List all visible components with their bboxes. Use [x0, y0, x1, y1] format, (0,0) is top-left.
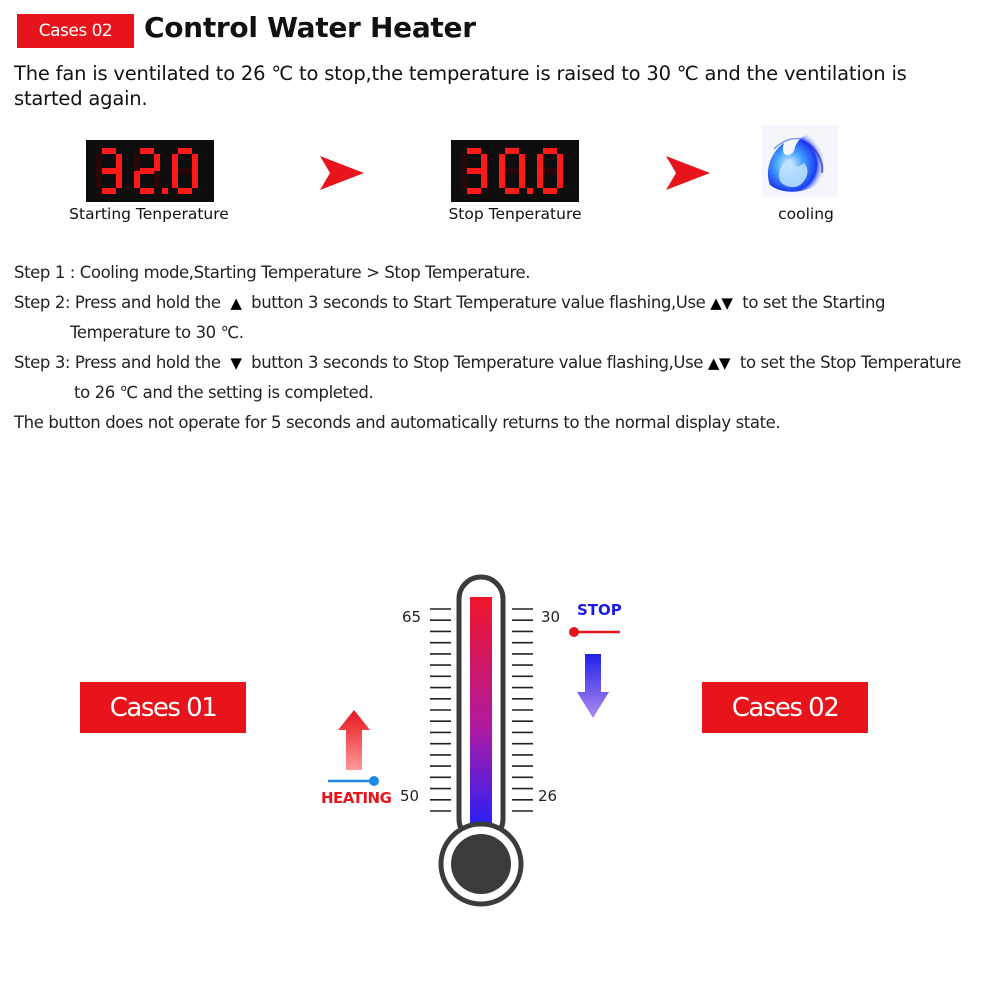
lcd-segment	[505, 148, 519, 154]
right-scale-ticks	[512, 609, 533, 811]
step-2-continuation: Temperature to 30 ℃.	[70, 323, 244, 342]
lcd-segment	[140, 148, 154, 154]
lcd-decimal-point	[527, 188, 533, 194]
lcd-segment	[537, 171, 543, 188]
lcd-segment	[192, 171, 198, 188]
thermometer-diagram	[300, 560, 700, 920]
lcd-segment	[543, 148, 557, 154]
arrow-right-icon	[320, 156, 364, 190]
step-3-part-a: Step 3: Press and hold the	[14, 353, 221, 372]
lcd-segment	[140, 188, 154, 194]
lcd-segment	[537, 154, 543, 171]
cooling-flame-icon	[762, 125, 838, 197]
lcd-segment	[519, 154, 525, 171]
lcd-segment	[134, 154, 140, 171]
down-triangle-icon: ▼	[230, 354, 242, 372]
lcd-segment	[140, 168, 154, 174]
step-3-text	[14, 353, 961, 373]
lcd-segment	[499, 154, 505, 171]
starting-temperature-label: Starting Tenperature	[69, 205, 229, 223]
stop-dot	[569, 627, 579, 637]
page-subtitle: The fan is ventilated to 26 ℃ to stop,the temperature is raised to 30 ℃ and the ventilation is started again.	[14, 62, 907, 110]
step-3-part-b: button 3 seconds to Stop Temperature value flashing,Use	[251, 353, 704, 372]
stop-temperature-digits	[451, 140, 579, 202]
lcd-segment	[461, 171, 467, 188]
lcd-segment	[467, 188, 481, 194]
cooling-down-arrow-icon	[577, 654, 609, 718]
lcd-segment	[499, 171, 505, 188]
stop-label: STOP	[577, 601, 622, 619]
step-2-text	[14, 293, 885, 313]
lcd-segment	[154, 171, 160, 188]
lcd-segment	[102, 168, 116, 174]
heating-dot	[369, 776, 379, 786]
step-3-continuation: to 26 ℃ and the setting is completed.	[74, 383, 374, 402]
cases-02-badge: Cases 02	[702, 682, 868, 733]
cooling-label: cooling	[778, 205, 834, 223]
lcd-segment	[172, 171, 178, 188]
step-2-part-c: to set the Starting	[742, 293, 886, 312]
left-scale-ticks	[430, 609, 451, 811]
lcd-segment	[96, 154, 102, 171]
lcd-segment	[557, 171, 563, 188]
lcd-segment	[481, 171, 487, 188]
lcd-segment	[543, 188, 557, 194]
lcd-segment	[102, 188, 116, 194]
step-2-part-b: button 3 seconds to Start Temperature value flashing,Use	[251, 293, 706, 312]
lcd-segment	[467, 168, 481, 174]
lcd-segment	[557, 154, 563, 171]
lcd-segment	[172, 154, 178, 171]
stop-temperature-label: Stop Tenperature	[448, 205, 582, 223]
up-down-triangle-icon: ▲▼	[710, 294, 733, 312]
page-title: Control Water Heater	[144, 11, 476, 44]
step-1-text: Step 1 : Cooling mode,Starting Temperature > Stop Temperature.	[14, 263, 531, 282]
lcd-segment	[178, 188, 192, 194]
step-3-part-c: to set the Stop Temperature	[739, 353, 961, 372]
left-scale-top-value: 65	[402, 608, 422, 626]
lcd-segment	[543, 168, 557, 174]
up-down-triangle-icon: ▲▼	[707, 354, 731, 372]
lcd-segment	[134, 171, 140, 188]
right-scale-top-value: 30	[541, 608, 561, 626]
lcd-segment	[481, 154, 487, 171]
lcd-segment	[467, 148, 481, 154]
cases-01-badge: Cases 01	[80, 682, 246, 733]
lcd-segment	[96, 171, 102, 188]
lcd-segment	[519, 171, 525, 188]
lcd-segment	[116, 171, 122, 188]
lcd-segment	[178, 168, 192, 174]
heating-label: HEATING	[321, 789, 392, 807]
lcd-segment	[192, 154, 198, 171]
lcd-segment	[461, 154, 467, 171]
lcd-segment	[102, 148, 116, 154]
lcd-segment	[505, 168, 519, 174]
step-2-part-a: Step 2: Press and hold the	[14, 293, 221, 312]
starting-temperature-display	[86, 140, 214, 202]
auto-return-note: The button does not operate for 5 seconds and automatically returns to the normal display state.	[14, 413, 781, 432]
thermometer-bulb-inner	[451, 834, 511, 894]
lcd-segment	[154, 154, 160, 171]
stop-temperature-display	[451, 140, 579, 202]
starting-temperature-digits	[86, 140, 214, 202]
right-scale-bottom-value: 26	[538, 787, 558, 805]
lcd-segment	[178, 148, 192, 154]
heating-up-arrow-icon	[338, 710, 370, 770]
lcd-segment	[505, 188, 519, 194]
left-scale-bottom-value: 50	[400, 787, 420, 805]
lcd-decimal-point	[162, 188, 168, 194]
arrow-right-icon	[666, 156, 710, 190]
lcd-segment	[116, 154, 122, 171]
cases-02-header-tag: Cases 02	[17, 14, 134, 48]
thermometer-liquid	[470, 597, 492, 833]
up-triangle-icon: ▲	[230, 294, 242, 312]
